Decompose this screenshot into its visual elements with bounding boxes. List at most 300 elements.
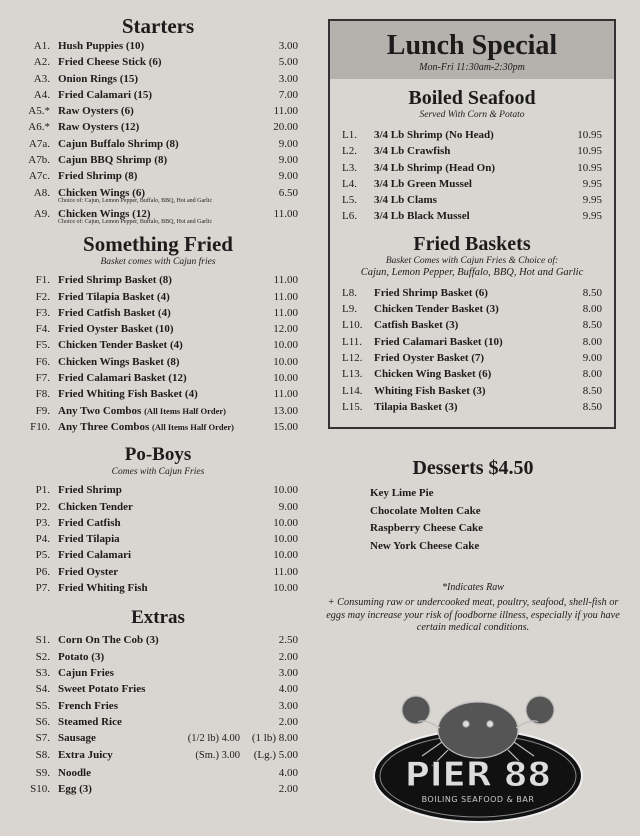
menu-item xyxy=(18,714,298,730)
starters-list xyxy=(18,38,298,225)
item-name-text: Fried Shrimp xyxy=(58,484,122,497)
menu-item xyxy=(342,176,602,192)
item-price: 8.50 xyxy=(582,319,602,332)
item-code: F5. xyxy=(35,339,50,352)
item-name xyxy=(374,285,554,301)
item-price: 4.00 xyxy=(278,766,298,779)
item-price: 15.00 xyxy=(273,420,298,433)
item-price: 9.00 xyxy=(278,500,298,513)
item-name-text: Chicken Tender Basket (4) xyxy=(58,339,183,352)
lunch-special-title: Lunch Special xyxy=(386,30,558,61)
item-price: 3.00 xyxy=(278,40,298,52)
item-code: L3. xyxy=(342,161,357,174)
item-name-text: Cajun BBQ Shrimp (8) xyxy=(58,154,168,167)
item-code: S4. xyxy=(35,683,50,696)
menu-item xyxy=(342,192,602,208)
item-code: S1. xyxy=(35,634,50,647)
menu-item xyxy=(342,127,602,143)
logo-name: PIER 88 xyxy=(404,755,552,795)
item-name xyxy=(58,665,246,681)
item-name xyxy=(58,547,246,563)
menu-item xyxy=(18,665,298,681)
item-price: 8.50 xyxy=(582,400,602,413)
item-name-text: Fried Cheese Stick (6) xyxy=(58,56,162,69)
item-code: F2. xyxy=(35,290,50,303)
item-name-text: Chicken Tender xyxy=(58,500,133,513)
item-name xyxy=(374,176,554,192)
item-price: 10.95 xyxy=(577,161,602,174)
item-name-text: Fried Whiting Fish Basket (4) xyxy=(58,388,198,401)
item-name-text: Chicken Wings (6) xyxy=(58,186,146,199)
item-code: S5. xyxy=(35,699,50,712)
item-name xyxy=(374,143,554,159)
extras-section xyxy=(18,606,298,797)
item-name xyxy=(58,564,246,580)
item-price: 9.00 xyxy=(278,170,298,183)
item-price: 8.50 xyxy=(582,286,602,299)
dessert-item: New York Cheese Cake xyxy=(370,539,480,552)
item-code: P4. xyxy=(35,533,50,546)
item-name-text: Any Two Combos xyxy=(58,404,142,417)
item-price: 4.00 xyxy=(278,683,298,696)
item-name-text: Raw Oysters (6) xyxy=(58,105,134,118)
foodborne-warning: + Consuming raw or undercooked meat, poultry, seafood, shell-fish or eggs may increase your risk of foodborne illness, especially if you have certain medical conditions. xyxy=(326,597,620,634)
menu-item xyxy=(18,403,298,419)
item-name-text: Fried Calamari Basket (12) xyxy=(58,372,187,385)
item-price: 3.00 xyxy=(278,72,298,85)
boiled-seafood-list xyxy=(342,127,602,225)
item-code: L15. xyxy=(342,400,363,413)
item-code: F1. xyxy=(35,274,50,287)
item-name-text: Potato (3) xyxy=(58,650,105,663)
item-price: 11.00 xyxy=(273,388,298,401)
item-code: L12. xyxy=(342,351,363,364)
menu-item xyxy=(18,289,298,305)
item-name-text: Extra Juicy xyxy=(58,749,113,762)
starters-title: Starters xyxy=(121,14,195,38)
item-name xyxy=(58,632,246,648)
item-code: L14. xyxy=(342,384,363,397)
item-name-text: 3/4 Lb Black Mussel xyxy=(374,210,470,223)
item-price: 20.00 xyxy=(273,121,298,134)
item-name xyxy=(58,386,246,402)
item-name-text: Fried Oyster xyxy=(58,565,119,578)
item-name xyxy=(58,321,246,337)
logo-tagline: BOILING SEAFOOD & BAR xyxy=(421,795,535,804)
menu-item xyxy=(342,350,602,366)
item-price: 10.00 xyxy=(273,355,298,368)
item-name-text: Hush Puppies (10) xyxy=(58,40,145,52)
item-name xyxy=(58,152,246,168)
item-price: 10.00 xyxy=(273,582,298,595)
item-price: 11.00 xyxy=(273,274,298,287)
item-name xyxy=(58,714,246,730)
item-name-text: Cajun Fries xyxy=(58,666,114,679)
item-code: S10. xyxy=(30,782,50,795)
item-code: L13. xyxy=(342,368,363,381)
menu-item xyxy=(18,698,298,714)
item-name xyxy=(58,482,246,498)
item-name-text: Any Three Combos xyxy=(58,420,150,433)
item-name-text: Tilapia Basket (3) xyxy=(374,400,458,413)
item-name-text: Fried Tilapia xyxy=(58,533,120,546)
menu-item xyxy=(342,317,602,333)
menu-item xyxy=(18,354,298,370)
item-price: 7.00 xyxy=(278,88,298,101)
item-name-text: Noodle xyxy=(58,766,91,779)
menu-item xyxy=(18,531,298,547)
item-code: S7. xyxy=(35,732,50,745)
menu-item xyxy=(342,399,602,415)
item-price: 8.00 xyxy=(582,368,602,381)
item-price: 2.00 xyxy=(278,715,298,728)
item-code: P1. xyxy=(35,484,50,497)
desserts-list xyxy=(322,485,624,555)
item-size-price: (Sm.) 3.00 xyxy=(195,750,240,762)
item-name xyxy=(58,38,246,54)
fried-baskets-section xyxy=(342,233,602,415)
menu-item xyxy=(18,305,298,321)
fried-list xyxy=(18,272,298,435)
item-code: S9. xyxy=(35,766,50,779)
menu-item xyxy=(18,580,298,596)
item-name xyxy=(58,698,246,714)
item-name xyxy=(58,119,246,135)
menu-item xyxy=(18,119,298,135)
item-price: 11.00 xyxy=(273,306,298,319)
menu-item xyxy=(18,321,298,337)
poboys-subtitle: Comes with Cajun Fries xyxy=(111,467,205,478)
item-name xyxy=(374,334,554,350)
item-name xyxy=(58,649,246,665)
item-name xyxy=(58,765,246,781)
item-name-text: Cajun Buffalo Shrimp (8) xyxy=(58,137,179,150)
item-code: F9. xyxy=(35,404,50,417)
item-name xyxy=(374,383,554,399)
item-price: 10.95 xyxy=(577,145,602,158)
menu-item xyxy=(18,370,298,386)
item-price: 11.00 xyxy=(273,290,298,303)
item-price: 11.00 xyxy=(273,565,298,578)
item-price: 10.95 xyxy=(577,129,602,141)
item-code: F7. xyxy=(35,372,50,385)
item-name xyxy=(58,681,246,697)
item-name xyxy=(374,208,554,224)
item-name xyxy=(58,781,246,797)
item-code: S6. xyxy=(35,715,50,728)
item-name-text: Egg (3) xyxy=(58,782,92,795)
item-name xyxy=(58,136,246,152)
item-name xyxy=(58,168,246,184)
item-price: 8.00 xyxy=(582,335,602,348)
item-code: L11. xyxy=(342,335,363,348)
item-name-text: Catfish Basket (3) xyxy=(374,319,459,332)
item-code: A5.* xyxy=(28,105,50,118)
menu-item xyxy=(18,482,298,498)
menu-item xyxy=(18,515,298,531)
item-name-text: Fried Catfish xyxy=(58,516,121,529)
item-name-text: 3/4 Lb Clams xyxy=(374,194,437,207)
item-code: P3. xyxy=(35,516,50,529)
desserts-section xyxy=(322,455,624,555)
item-name xyxy=(58,370,246,386)
item-choice-note: Choice of: Cajun, Lemon Pepper, Buffalo, BBQ, Hot and Garlic xyxy=(58,219,213,226)
item-code: P7. xyxy=(35,582,50,595)
menu-item xyxy=(18,730,298,747)
item-price: (Lg.) 5.00 xyxy=(253,749,298,762)
item-price: 3.00 xyxy=(278,699,298,712)
menu-item xyxy=(18,419,298,435)
desserts-title: Desserts $4.50 xyxy=(412,457,534,480)
item-price: 3.00 xyxy=(278,666,298,679)
item-price: 9.00 xyxy=(278,137,298,150)
item-price: 10.00 xyxy=(273,339,298,352)
menu-item xyxy=(18,632,298,648)
item-code: L2. xyxy=(342,145,357,158)
item-price: 9.95 xyxy=(582,194,602,207)
menu-item xyxy=(18,681,298,697)
item-name-text: Fried Tilapia Basket (4) xyxy=(58,290,170,303)
pier88-logo xyxy=(372,678,584,828)
extras-title: Extras xyxy=(131,607,185,629)
item-code: L9. xyxy=(342,303,357,316)
item-code: S8. xyxy=(35,749,50,762)
item-code: L4. xyxy=(342,177,357,190)
item-name-text: Steamed Rice xyxy=(58,715,122,728)
menu-item xyxy=(342,160,602,176)
item-name-text: 3/4 Lb Shrimp (No Head) xyxy=(374,129,494,141)
item-name xyxy=(58,103,246,119)
item-name-text: Corn On The Cob (3) xyxy=(58,634,159,647)
item-code: P5. xyxy=(35,549,50,562)
item-name-text: Fried Whiting Fish xyxy=(58,582,148,595)
item-name xyxy=(58,403,246,419)
item-name xyxy=(58,305,246,321)
item-price: 2.00 xyxy=(278,782,298,795)
menu-item xyxy=(18,499,298,515)
item-code: F4. xyxy=(35,323,50,336)
item-name-text: Fried Oyster Basket (10) xyxy=(58,323,174,336)
item-code: F6. xyxy=(35,355,50,368)
item-code: A7c. xyxy=(28,170,50,183)
menu-item xyxy=(18,386,298,402)
item-name-text: Chicken Wing Basket (6) xyxy=(374,368,492,381)
item-name-text: 3/4 Lb Green Mussel xyxy=(374,177,472,190)
fried-subtitle: Basket comes with Cajun fries xyxy=(100,257,216,268)
item-name-text: Fried Calamari (15) xyxy=(58,88,153,101)
item-name-text: Sausage xyxy=(58,732,96,745)
item-name-text: 3/4 Lb Shrimp (Head On) xyxy=(374,161,496,174)
item-code: L10. xyxy=(342,319,363,332)
item-name xyxy=(58,71,246,87)
item-price: (1 lb) 8.00 xyxy=(251,732,298,745)
item-name xyxy=(374,317,554,333)
item-name xyxy=(374,301,554,317)
item-name-text: Onion Rings (15) xyxy=(58,72,139,85)
item-name xyxy=(58,54,246,70)
item-name-text: Fried Calamari xyxy=(58,549,132,562)
item-code: A1. xyxy=(33,40,50,52)
item-code: L8. xyxy=(342,286,357,299)
fried-baskets-list xyxy=(342,285,602,415)
item-code: P6. xyxy=(35,565,50,578)
menu-item xyxy=(18,152,298,168)
item-name xyxy=(58,337,246,353)
poboys-section xyxy=(18,444,298,596)
fried-baskets-subtitle: Basket Comes with Cajun Fries & Choice of: xyxy=(385,255,559,266)
item-code: A4. xyxy=(33,88,50,101)
item-code: A7b. xyxy=(28,154,50,167)
item-price: 9.95 xyxy=(582,210,602,223)
menu-item xyxy=(18,272,298,288)
item-name-text: Fried Shrimp Basket (6) xyxy=(374,286,488,299)
item-code: A9. xyxy=(33,207,50,220)
item-code: L1. xyxy=(342,129,357,141)
item-name xyxy=(58,289,246,305)
item-name-text: Fried Calamari Basket (10) xyxy=(374,335,503,348)
item-note: (All Items Half Order) xyxy=(152,421,234,432)
boiled-seafood-section xyxy=(342,87,602,225)
dessert-item: Key Lime Pie xyxy=(370,487,434,500)
item-name xyxy=(58,419,246,435)
item-name xyxy=(58,87,246,103)
lunch-special-hours: Mon-Fri 11:30am-2:30pm xyxy=(419,62,525,73)
item-price: 8.00 xyxy=(582,303,602,316)
item-price: 10.00 xyxy=(273,372,298,385)
menu-item xyxy=(342,301,602,317)
item-name-text: 3/4 Lb Crawfish xyxy=(374,145,451,158)
item-choice-note: Choice of: Cajun, Lemon Pepper, Buffalo, BBQ, Hot and Garlic xyxy=(58,197,213,204)
item-name-text: French Fries xyxy=(58,699,118,712)
item-code: A3. xyxy=(33,72,50,85)
item-name-text: Chicken Wings Basket (8) xyxy=(58,355,180,368)
item-name-text: Sweet Potato Fries xyxy=(58,683,146,696)
poboys-list xyxy=(18,482,298,596)
boiled-seafood-title: Boiled Seafood xyxy=(408,87,536,109)
item-name xyxy=(58,499,246,515)
item-name xyxy=(374,366,554,382)
menu-item xyxy=(342,366,602,382)
fried-section xyxy=(18,232,298,435)
menu-item xyxy=(18,547,298,563)
item-name-text: Fried Shrimp (8) xyxy=(58,170,138,183)
item-price: 2.50 xyxy=(278,634,298,647)
right-column xyxy=(322,14,624,635)
item-name xyxy=(58,730,188,746)
menu-item xyxy=(18,136,298,152)
item-code: A7a. xyxy=(28,137,50,150)
item-price: 10.00 xyxy=(273,484,298,497)
item-name-text: Chicken Tender Basket (3) xyxy=(374,303,499,316)
item-price: 12.00 xyxy=(273,323,298,336)
menu-item xyxy=(18,168,298,184)
item-price: 11.00 xyxy=(273,105,298,118)
item-price: 13.00 xyxy=(273,404,298,417)
lunch-special-box xyxy=(328,19,616,429)
item-name xyxy=(374,350,554,366)
item-price: 5.00 xyxy=(278,56,298,69)
menu-item xyxy=(18,103,298,119)
menu-item xyxy=(18,765,298,781)
item-name xyxy=(374,160,554,176)
menu-item xyxy=(342,383,602,399)
item-code: F10. xyxy=(30,420,50,433)
item-name xyxy=(374,192,554,208)
item-name xyxy=(58,531,246,547)
item-code: L6. xyxy=(342,210,357,223)
item-name xyxy=(58,354,246,370)
item-code: F3. xyxy=(35,306,50,319)
item-name xyxy=(58,515,246,531)
lunch-special-header xyxy=(330,21,614,79)
item-price: 9.00 xyxy=(582,351,602,364)
item-note: (All Items Half Order) xyxy=(144,405,227,416)
poboys-title: Po-Boys xyxy=(124,444,192,466)
menu-item xyxy=(18,54,298,70)
item-code: S2. xyxy=(35,650,50,663)
menu-item xyxy=(18,649,298,665)
menu-item xyxy=(342,143,602,159)
boiled-seafood-subtitle: Served With Corn & Potato xyxy=(419,110,525,120)
item-name xyxy=(58,272,246,288)
item-name-text: Fried Shrimp Basket (8) xyxy=(58,274,172,287)
menu-item xyxy=(18,337,298,353)
left-column xyxy=(18,14,298,797)
logo-graphic xyxy=(372,678,584,828)
fried-title: Something Fried xyxy=(83,232,233,257)
item-price: 9.00 xyxy=(278,154,298,167)
dessert-item: Chocolate Molten Cake xyxy=(370,504,481,517)
item-price: 10.00 xyxy=(273,549,298,562)
item-name xyxy=(374,127,554,143)
menu-item xyxy=(18,781,298,797)
item-price: 6.50 xyxy=(278,186,298,199)
item-price: 9.95 xyxy=(582,177,602,190)
item-code: A2. xyxy=(33,56,50,69)
item-name xyxy=(58,747,195,763)
item-code: A8. xyxy=(33,186,50,199)
raw-indicator-note: *Indicates Raw xyxy=(442,582,504,594)
menu-item xyxy=(18,87,298,103)
menu-item xyxy=(342,208,602,224)
item-size-price: (1/2 lb) 4.00 xyxy=(187,733,240,745)
item-price: 11.00 xyxy=(273,207,298,220)
item-code: P2. xyxy=(35,500,50,513)
fried-baskets-title: Fried Baskets xyxy=(413,232,531,255)
item-name-text: Fried Oyster Basket (7) xyxy=(374,351,485,364)
dessert-item: Raspberry Cheese Cake xyxy=(370,522,484,535)
item-code: L5. xyxy=(342,194,357,207)
menu-item xyxy=(18,71,298,87)
item-code: A6.* xyxy=(28,121,50,134)
item-name-text: Chicken Wings (12) xyxy=(58,207,151,220)
item-name-text: Raw Oysters (12) xyxy=(58,121,140,134)
item-price: 10.00 xyxy=(273,533,298,546)
item-name-text: Fried Catfish Basket (4) xyxy=(58,306,171,319)
menu-item xyxy=(342,334,602,350)
menu-item xyxy=(18,564,298,580)
extras-list xyxy=(18,632,298,797)
menu-item xyxy=(18,38,298,54)
item-price: 2.00 xyxy=(278,650,298,663)
item-code: F8. xyxy=(35,388,50,401)
fried-baskets-choices: Cajun, Lemon Pepper, Buffalo, BBQ, Hot and Garlic xyxy=(360,266,584,278)
item-name xyxy=(374,399,554,415)
menu-item xyxy=(342,285,602,301)
starters-section xyxy=(18,14,298,225)
item-price: 8.50 xyxy=(582,384,602,397)
item-price: 10.00 xyxy=(273,516,298,529)
